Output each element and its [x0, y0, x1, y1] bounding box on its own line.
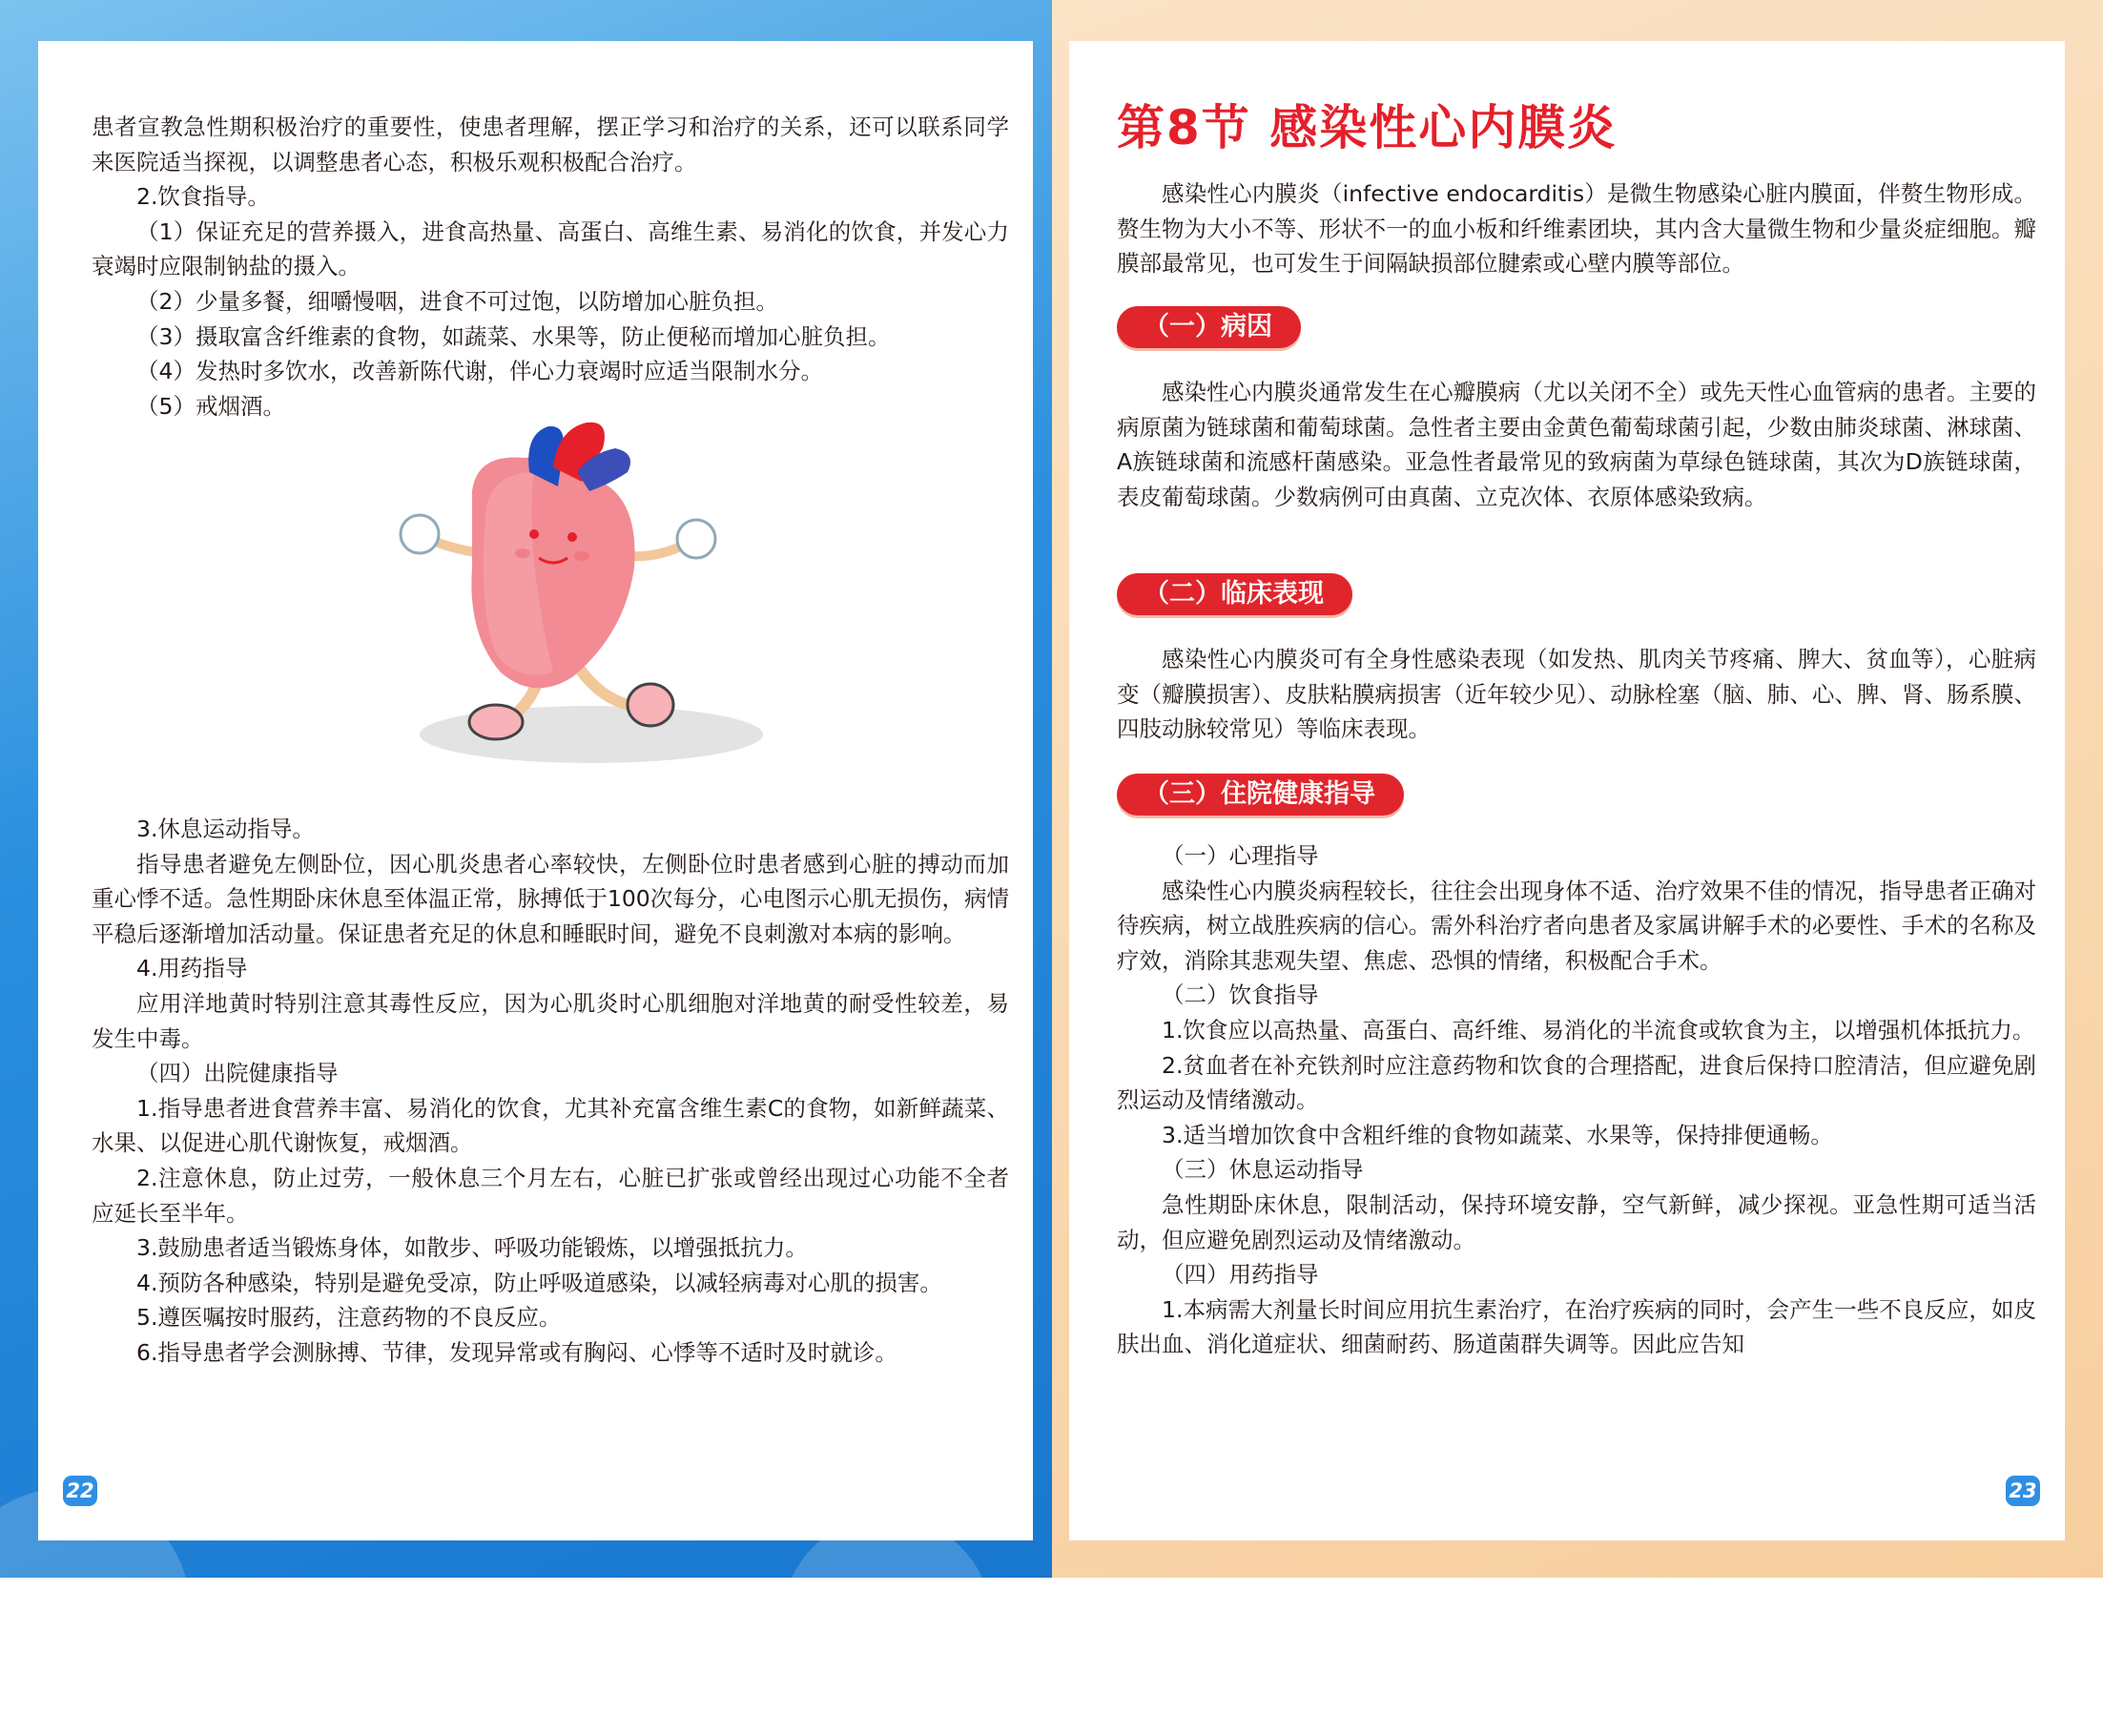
section-heading-inpatient: （三）住院健康指导 [1117, 774, 1404, 816]
intro-text [1117, 176, 2036, 281]
paragraph: （4）发热时多饮水，改善新陈代谢，伴心力衰竭时应适当限制水分。 [136, 358, 823, 385]
paragraph: 指导患者避免左侧卧位，因心肌炎患者心率较快，左侧卧位时患者感到心脏的搏动而加重心悸不适。急性期卧床休息至体温正常，脉搏低于100次每分，心电图示心肌无损伤，病情平稳后逐渐增加活动量。保证患者充足的休息和睡眠时间，避免不良刺激对本病的影响。 [92, 850, 1009, 947]
paragraph: （1）保证充足的营养摄入，进食高热量、高蛋白、高维生素、易消化的饮食，并发心力衰竭时应限制钠盐的摄入。 [92, 217, 1009, 280]
section-heading-cause: （一）病因 [1117, 306, 1301, 348]
paragraph: 1.本病需大剂量长时间应用抗生素治疗，在治疗疾病的同时，会产生一些不良反应，如皮肤出血、消化道症状、细菌耐药、肠道菌群失调等。因此应告知 [1117, 1295, 2036, 1358]
paragraph: 感染性心内膜炎通常发生在心瓣膜病（尤以关闭不全）或先天性心血管病的患者。主要的病原菌为链球菌和葡萄球菌。急性者主要由金黄色葡萄球菌引起，少数由肺炎球菌、淋球菌、A族链球菌和流感杆菌感染。亚急性者最常见的致病菌为草绿色链球菌，其次为D族链球菌，表皮葡萄球菌。少数病例可由真菌、立克次体、衣原体感染致病。 [1117, 379, 2036, 510]
paragraph: 3.适当增加饮食中含粗纤维的食物如蔬菜、水果等，保持排便通畅。 [1162, 1121, 1833, 1148]
page-title: 第8节 感染性心内膜炎 [1117, 100, 1618, 155]
paragraph: 3.鼓励患者适当锻炼身体，如散步、呼吸功能锻炼，以增强抵抗力。 [136, 1234, 808, 1262]
paragraph: 2.贫血者在补充铁剂时应注意药物和饮食的合理搭配，进食后保持口腔清洁，但应避免剧烈运动及情绪激动。 [1117, 1051, 2036, 1114]
paragraph: （三）休息运动指导 [1162, 1156, 1364, 1184]
paragraph: 5.遵医嘱按时服药，注意药物的不良反应。 [136, 1304, 562, 1332]
section-heading-clinical: （二）临床表现 [1117, 573, 1352, 615]
paragraph: （一）心理指导 [1162, 842, 1319, 869]
paragraph: （四）用药指导 [1162, 1261, 1319, 1289]
paragraph: 急性期卧床休息，限制活动，保持环境安静，空气新鲜，减少探视。亚急性期可适当活动，但应避免剧烈运动及情绪激动。 [1117, 1190, 2036, 1253]
paragraph: 感染性心内膜炎（infective endocarditis）是微生物感染心脏内膜面，伴赘生物形成。赘生物为大小不等、形状不一的血小板和纤维素团块，其内含大量微生物和少量炎症细胞。瓣膜部最常见，也可发生于间隔缺损部位腱索或心壁内膜等部位。 [1117, 180, 2036, 278]
left-page-text-top [92, 110, 1009, 424]
paragraph: 6.指导患者学会测脉搏、节律，发现异常或有胸闷、心悸等不适时及时就诊。 [136, 1338, 897, 1366]
section-cause-text [1117, 375, 2036, 514]
section-inpatient-text [1117, 838, 2036, 1362]
paragraph: （3）摄取富含纤维素的食物，如蔬菜、水果等，防止便秘而增加心脏负担。 [136, 322, 891, 350]
right-page [1069, 41, 2065, 1540]
paragraph: 1.指导患者进食营养丰富、易消化的饮食，尤其补充富含维生素C的食物，如新鲜蔬菜、水果、以促进心肌代谢恢复，戒烟酒。 [92, 1094, 1009, 1157]
page-number: 23 [2006, 1476, 2040, 1506]
paragraph: 2.饮食指导。 [136, 183, 270, 211]
paragraph: 感染性心内膜炎可有全身性感染表现（如发热、肌肉关节疼痛、脾大、贫血等），心脏病变（瓣膜损害）、皮肤粘膜病损害（近年较少见）、动脉栓塞（脑、肺、心、脾、肾、肠系膜、四肢动脉较常见）等临床表现。 [1117, 646, 2036, 743]
paragraph: （2）少量多餐，细嚼慢咽，进食不可过饱，以防增加心脏负担。 [136, 287, 778, 315]
paragraph: 3.休息运动指导。 [136, 816, 315, 842]
section-clinical-text [1117, 642, 2036, 747]
paragraph: （二）饮食指导 [1162, 982, 1319, 1009]
paragraph: 4.预防各种感染，特别是避免受凉，防止呼吸道感染，以减轻病毒对心肌的损害。 [136, 1269, 942, 1296]
paragraph: 患者宣教急性期积极治疗的重要性，使患者理解，摆正学习和治疗的关系，还可以联系同学来医院适当探视，以调整患者心态，积极乐观积极配合治疗。 [92, 114, 1009, 176]
cartoon-heart-mascot-icon [381, 415, 782, 777]
left-page [38, 41, 1033, 1540]
left-page-text-bottom [92, 812, 1009, 1371]
paragraph: 2.注意休息，防止过劳，一般休息三个月左右，心脏已扩张或曾经出现过心功能不全者应延长至半年。 [92, 1164, 1009, 1227]
page-number: 22 [63, 1476, 97, 1506]
paragraph: （5）戒烟酒。 [136, 392, 285, 420]
paragraph: （四）出院健康指导 [136, 1060, 339, 1087]
paragraph: 感染性心内膜炎病程较长，往往会出现身体不适、治疗效果不佳的情况，指导患者正确对待疾病，树立战胜疾病的信心。需外科治疗者向患者及家属讲解手术的必要性、手术的名称及疗效，消除其悲观失望、焦虑、恐惧的情绪，积极配合手术。 [1117, 877, 2036, 974]
paragraph: 4.用药指导 [136, 955, 248, 982]
paragraph: 1.饮食应以高热量、高蛋白、高纤维、易消化的半流食或软食为主，以增强机体抵抗力。 [1162, 1016, 2035, 1044]
paragraph: 应用洋地黄时特别注意其毒性反应，因为心肌炎时心肌细胞对洋地黄的耐受性较差，易发生中毒。 [92, 989, 1009, 1052]
